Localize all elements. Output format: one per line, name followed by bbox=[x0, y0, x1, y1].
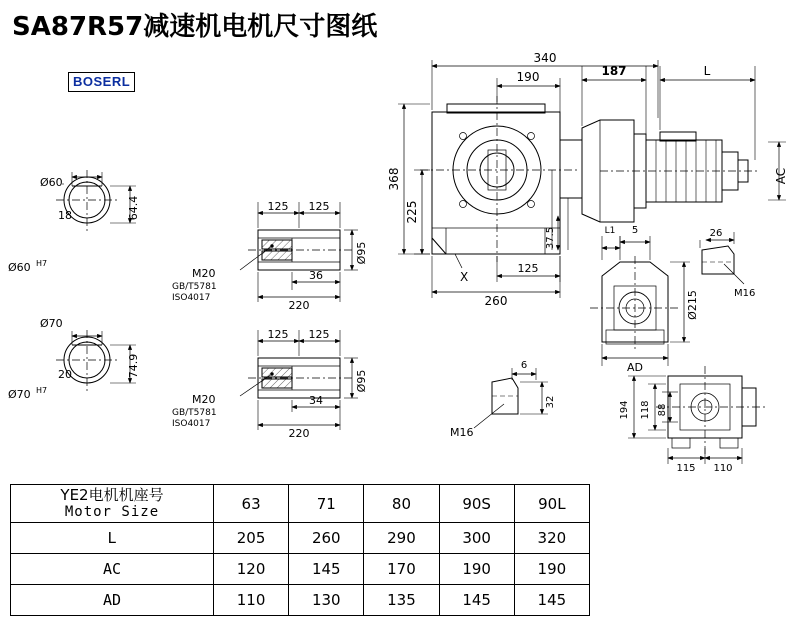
cell-AD-2: 135 bbox=[364, 585, 439, 616]
label-dia215: Ø215 bbox=[686, 290, 699, 320]
label-187: 187 bbox=[601, 64, 627, 78]
label-125-bottom: 125 bbox=[517, 262, 539, 275]
motor-dimension-table bbox=[10, 484, 590, 616]
label-dia60-top: Ø60 bbox=[40, 176, 63, 189]
label-v1-m20: M20 bbox=[192, 267, 216, 280]
row-label-AD: AD bbox=[11, 585, 214, 616]
cell-AD-3: 145 bbox=[439, 585, 514, 616]
label-v1-std2: ISO4017 bbox=[172, 293, 211, 303]
label-v1-125a: 125 bbox=[267, 200, 289, 213]
cell-L-4: 320 bbox=[514, 523, 589, 554]
key-detail-right bbox=[700, 232, 744, 284]
brand-logo: BOSERL bbox=[68, 72, 135, 92]
label-v2-std1: GB/T5781 bbox=[172, 408, 217, 418]
label-m16-right: M16 bbox=[734, 288, 756, 299]
label-115: 115 bbox=[676, 463, 696, 474]
cell-AD-0: 110 bbox=[214, 585, 289, 616]
label-AC: AC bbox=[774, 167, 788, 185]
table-header-label bbox=[11, 485, 214, 523]
label-v2-125a: 125 bbox=[267, 328, 289, 341]
label-m16-bottom: M16 bbox=[450, 426, 474, 439]
row-label-L: L bbox=[11, 523, 214, 554]
page-title: SA87R57减速机电机尺寸图纸 bbox=[12, 12, 378, 42]
label-5: 5 bbox=[631, 225, 639, 236]
label-v2-m20: M20 bbox=[192, 393, 216, 406]
key-detail-bottom bbox=[474, 368, 548, 428]
motor-size-4: 90L bbox=[514, 485, 589, 523]
cell-AC-4: 190 bbox=[514, 554, 589, 585]
table-row bbox=[11, 523, 590, 554]
shaft-section-60 bbox=[56, 170, 136, 232]
label-368: 368 bbox=[387, 167, 401, 191]
motor-size-2: 80 bbox=[364, 485, 439, 523]
label-26: 26 bbox=[709, 228, 723, 239]
label-644: 64.4 bbox=[127, 195, 140, 221]
label-190: 190 bbox=[516, 70, 540, 84]
label-key18: 18 bbox=[58, 209, 72, 222]
flange-view bbox=[590, 236, 690, 366]
label-340: 340 bbox=[533, 51, 557, 65]
label-AD: AD bbox=[627, 361, 643, 374]
label-260: 260 bbox=[484, 294, 508, 308]
label-v1-std1: GB/T5781 bbox=[172, 282, 217, 292]
label-375: 37.5 bbox=[545, 226, 556, 250]
label-dia70-top: Ø70 bbox=[40, 317, 63, 330]
label-v1-36: 36 bbox=[309, 269, 323, 282]
label-bore70-fit: H7 bbox=[36, 386, 48, 395]
label-L1: L1 bbox=[604, 226, 616, 236]
label-bore60: Ø60 bbox=[8, 261, 31, 274]
label-88: 88 bbox=[657, 403, 668, 417]
cell-AC-1: 145 bbox=[289, 554, 364, 585]
label-key20: 20 bbox=[58, 368, 72, 381]
label-v1-125b: 125 bbox=[308, 200, 330, 213]
label-v1-220: 220 bbox=[288, 299, 310, 312]
table-header-row bbox=[11, 485, 590, 523]
label-v1-dia95: Ø95 bbox=[355, 241, 368, 265]
label-X: X bbox=[460, 270, 469, 284]
cell-L-2: 290 bbox=[364, 523, 439, 554]
label-110: 110 bbox=[713, 463, 733, 474]
label-bore60-fit: H7 bbox=[36, 259, 48, 268]
table-row bbox=[11, 585, 590, 616]
label-bore70: Ø70 bbox=[8, 388, 31, 401]
cell-AC-0: 120 bbox=[214, 554, 289, 585]
label-6: 6 bbox=[520, 360, 528, 371]
cell-AD-1: 130 bbox=[289, 585, 364, 616]
label-v2-34: 34 bbox=[309, 394, 323, 407]
label-225: 225 bbox=[405, 200, 419, 224]
motor-size-1: 71 bbox=[289, 485, 364, 523]
label-v2-125b: 125 bbox=[308, 328, 330, 341]
row-label-AC: AC bbox=[11, 554, 214, 585]
cell-L-0: 205 bbox=[214, 523, 289, 554]
label-v2-220: 220 bbox=[288, 427, 310, 440]
motor-size-0: 63 bbox=[214, 485, 289, 523]
label-v2-dia95: Ø95 bbox=[355, 369, 368, 393]
label-32: 32 bbox=[545, 395, 556, 409]
cell-L-3: 300 bbox=[439, 523, 514, 554]
cell-AC-2: 170 bbox=[364, 554, 439, 585]
hollow-shaft-view-1 bbox=[240, 202, 358, 302]
table-row bbox=[11, 554, 590, 585]
label-118: 118 bbox=[640, 400, 651, 420]
hollow-shaft-view-2 bbox=[240, 330, 358, 430]
cell-AC-3: 190 bbox=[439, 554, 514, 585]
motor-size-3: 90S bbox=[439, 485, 514, 523]
label-v2-std2: ISO4017 bbox=[172, 419, 211, 429]
table-header-cn: YE2电机机座号 bbox=[60, 486, 164, 504]
cell-AD-4: 145 bbox=[514, 585, 589, 616]
shaft-section-70 bbox=[56, 330, 136, 392]
label-L: L bbox=[703, 64, 711, 78]
table-header-en: Motor Size bbox=[64, 504, 160, 521]
label-194: 194 bbox=[619, 400, 630, 420]
label-749: 74.9 bbox=[127, 353, 140, 379]
cell-L-1: 260 bbox=[289, 523, 364, 554]
